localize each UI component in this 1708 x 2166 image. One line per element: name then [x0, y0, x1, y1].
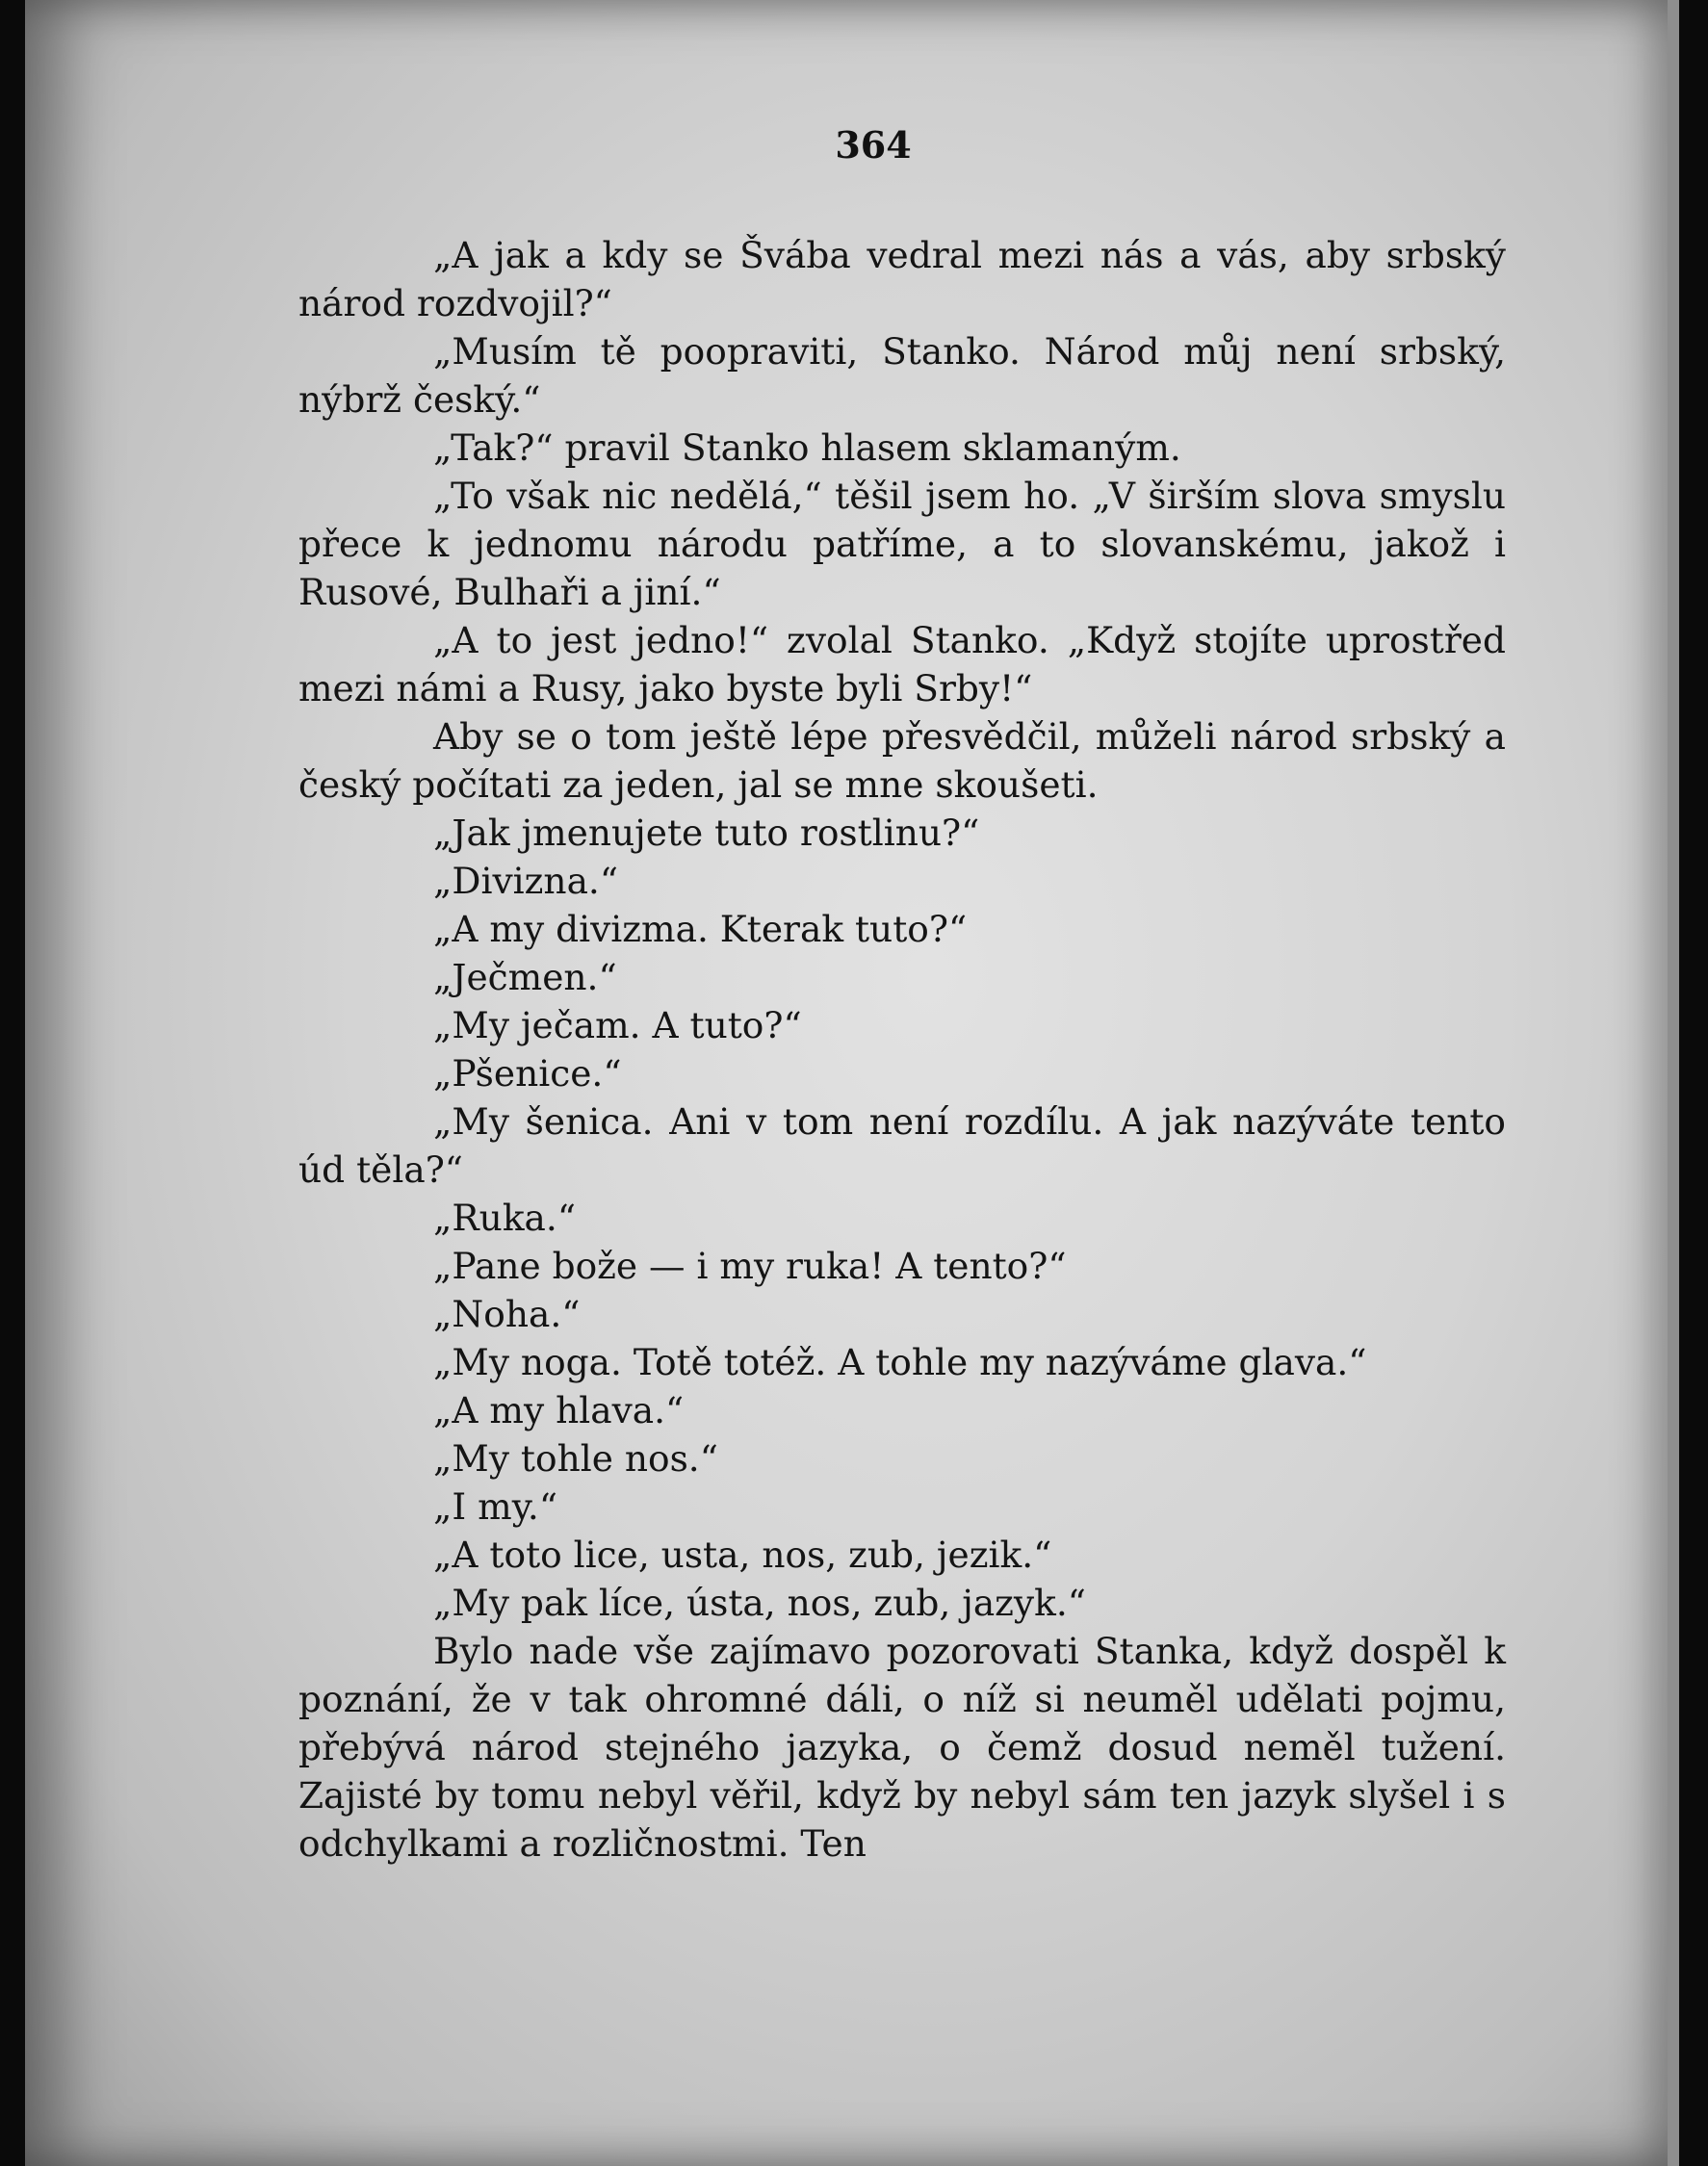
paragraph: „Pšenice.“ [433, 1052, 622, 1095]
paragraph: „A jak a kdy se Švába vedral mezi nás a vás, aby srbský národ rozdvojil?“ [298, 234, 1506, 324]
paragraph: „My šenica. Ani v tom není rozdílu. A jak nazýváte tento úd těla?“ [298, 1100, 1506, 1191]
paragraph: „Musím tě poopraviti, Stanko. Národ můj není srbský, nýbrž český.“ [298, 330, 1506, 421]
paragraph: „Pane bože — i my ruka! A tento?“ [433, 1245, 1067, 1287]
paragraph: „To však nic nedělá,“ těšil jsem ho. „V širším slova smyslu přece k jednomu národu patříme, a to slovanskému, jakož i Rusové, Bulhaři a jiní.“ [298, 475, 1506, 613]
paragraph: „My pak líce, ústa, nos, zub, jazyk.“ [433, 1582, 1086, 1624]
page-number: 364 [835, 123, 912, 167]
paragraph: „A toto lice, usta, nos, zub, jezik.“ [433, 1534, 1052, 1576]
paragraph: Aby se o tom ještě lépe přesvědčil, můželi národ srbský a český počítati za jeden, jal se mne skoušeti. [298, 715, 1506, 806]
paragraph: Bylo nade vše zajímavo pozorovati Stanka, když dospěl k poznání, že v tak ohromné dáli, o níž si neuměl udělati pojmu, přebývá národ stejného jazyka, o čemž dosud neměl tužení. Zajisté by tomu nebyl věřil, když by nebyl sám ten jazyk slyšel i s odchylkami a rozličnostmi. Ten [298, 1630, 1506, 1865]
paragraph: „Noha.“ [433, 1293, 581, 1335]
paragraph: „Tak?“ pravil Stanko hlasem sklamaným. [433, 426, 1181, 469]
next-page-edge [1668, 0, 1679, 2166]
paragraph: „Jak jmenujete tuto rostlinu?“ [433, 812, 980, 854]
paragraph: „A my hlava.“ [433, 1389, 685, 1431]
paragraph: „Divizna.“ [433, 860, 619, 902]
paragraph: „Ruka.“ [433, 1197, 576, 1239]
paragraph: „My tohle nos.“ [433, 1437, 718, 1480]
paragraph: „My noga. Totě totéž. A tohle my nazýváme glava.“ [433, 1341, 1367, 1383]
paragraph: „I my.“ [433, 1485, 558, 1528]
paragraph: „Ječmen.“ [433, 956, 617, 998]
paragraph: „A my divizma. Kterak tuto?“ [433, 908, 968, 950]
body-text [298, 231, 1506, 1868]
paragraph: „A to jest jedno!“ zvolal Stanko. „Když stojíte uprostřed mezi námi a Rusy, jako byste byli Srby!“ [298, 619, 1506, 709]
paragraph: „My ječam. A tuto?“ [433, 1004, 802, 1046]
